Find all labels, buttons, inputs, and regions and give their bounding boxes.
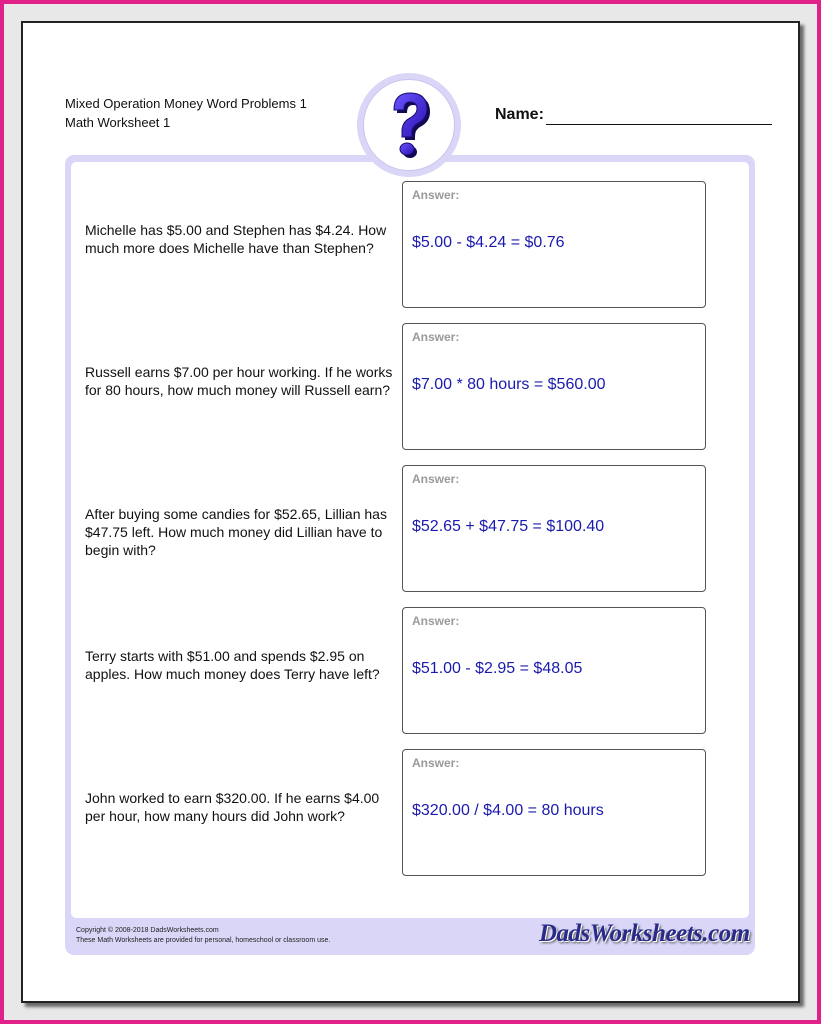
name-label: Name:	[495, 106, 544, 123]
logo-badge-inner	[363, 79, 455, 171]
answer-label: Answer:	[412, 188, 460, 202]
problem-1-text: Michelle has $5.00 and Stephen has $4.24. How much more does Michelle have than Stephen?	[85, 222, 387, 256]
answer-text: $51.00 - $2.95 = $48.05	[412, 660, 583, 677]
answer-label: Answer:	[412, 614, 460, 628]
answer-box-1[interactable]	[402, 181, 706, 308]
answer-label: Answer:	[412, 756, 460, 770]
answer-text: $7.00 * 80 hours = $560.00	[412, 376, 606, 393]
answer-label: Answer:	[412, 472, 460, 486]
worksheet-page	[21, 21, 800, 1003]
answer-box-4[interactable]	[402, 607, 706, 734]
answer-text: $5.00 - $4.24 = $0.76	[412, 234, 565, 251]
answer-box-2[interactable]	[402, 323, 706, 450]
title-line-2: Math Worksheet 1	[65, 115, 171, 130]
answer-box-3[interactable]	[402, 465, 706, 592]
answer-text: $52.65 + $47.75 = $100.40	[412, 518, 605, 535]
answer-label: Answer:	[412, 330, 460, 344]
answer-box-5[interactable]	[402, 749, 706, 876]
problem-4-text: Terry starts with $51.00 and spends $2.95 on apples. How much money does Terry have left?	[85, 648, 380, 682]
problem-3-text: After buying some candies for $52.65, Lillian has $47.75 left. How much money did Lillian have to begin with?	[85, 506, 387, 558]
problem-2-text: Russell earns $7.00 per hour working. If he works for 80 hours, how much money will Russell earn?	[85, 364, 393, 398]
problem-5-text: John worked to earn $320.00. If he earns $4.00 per hour, how many hours did John work?	[85, 790, 380, 824]
footer-copyright	[76, 926, 330, 946]
logo-badge	[357, 73, 461, 177]
copyright-text: Copyright © 2008-2018 DadsWorksheets.com	[76, 927, 219, 934]
answer-text: $320.00 / $4.00 = 80 hours	[412, 802, 604, 819]
usage-notice: These Math Worksheets are provided for personal, homeschool or classroom use.	[76, 937, 331, 944]
worksheet-title	[65, 94, 307, 132]
title-line-1: Mixed Operation Money Word Problems 1	[65, 96, 307, 111]
dadsworksheets-logo: DadsWorksheets.com	[539, 920, 750, 947]
name-input-line[interactable]	[546, 124, 772, 125]
question-mark-icon	[364, 80, 456, 172]
